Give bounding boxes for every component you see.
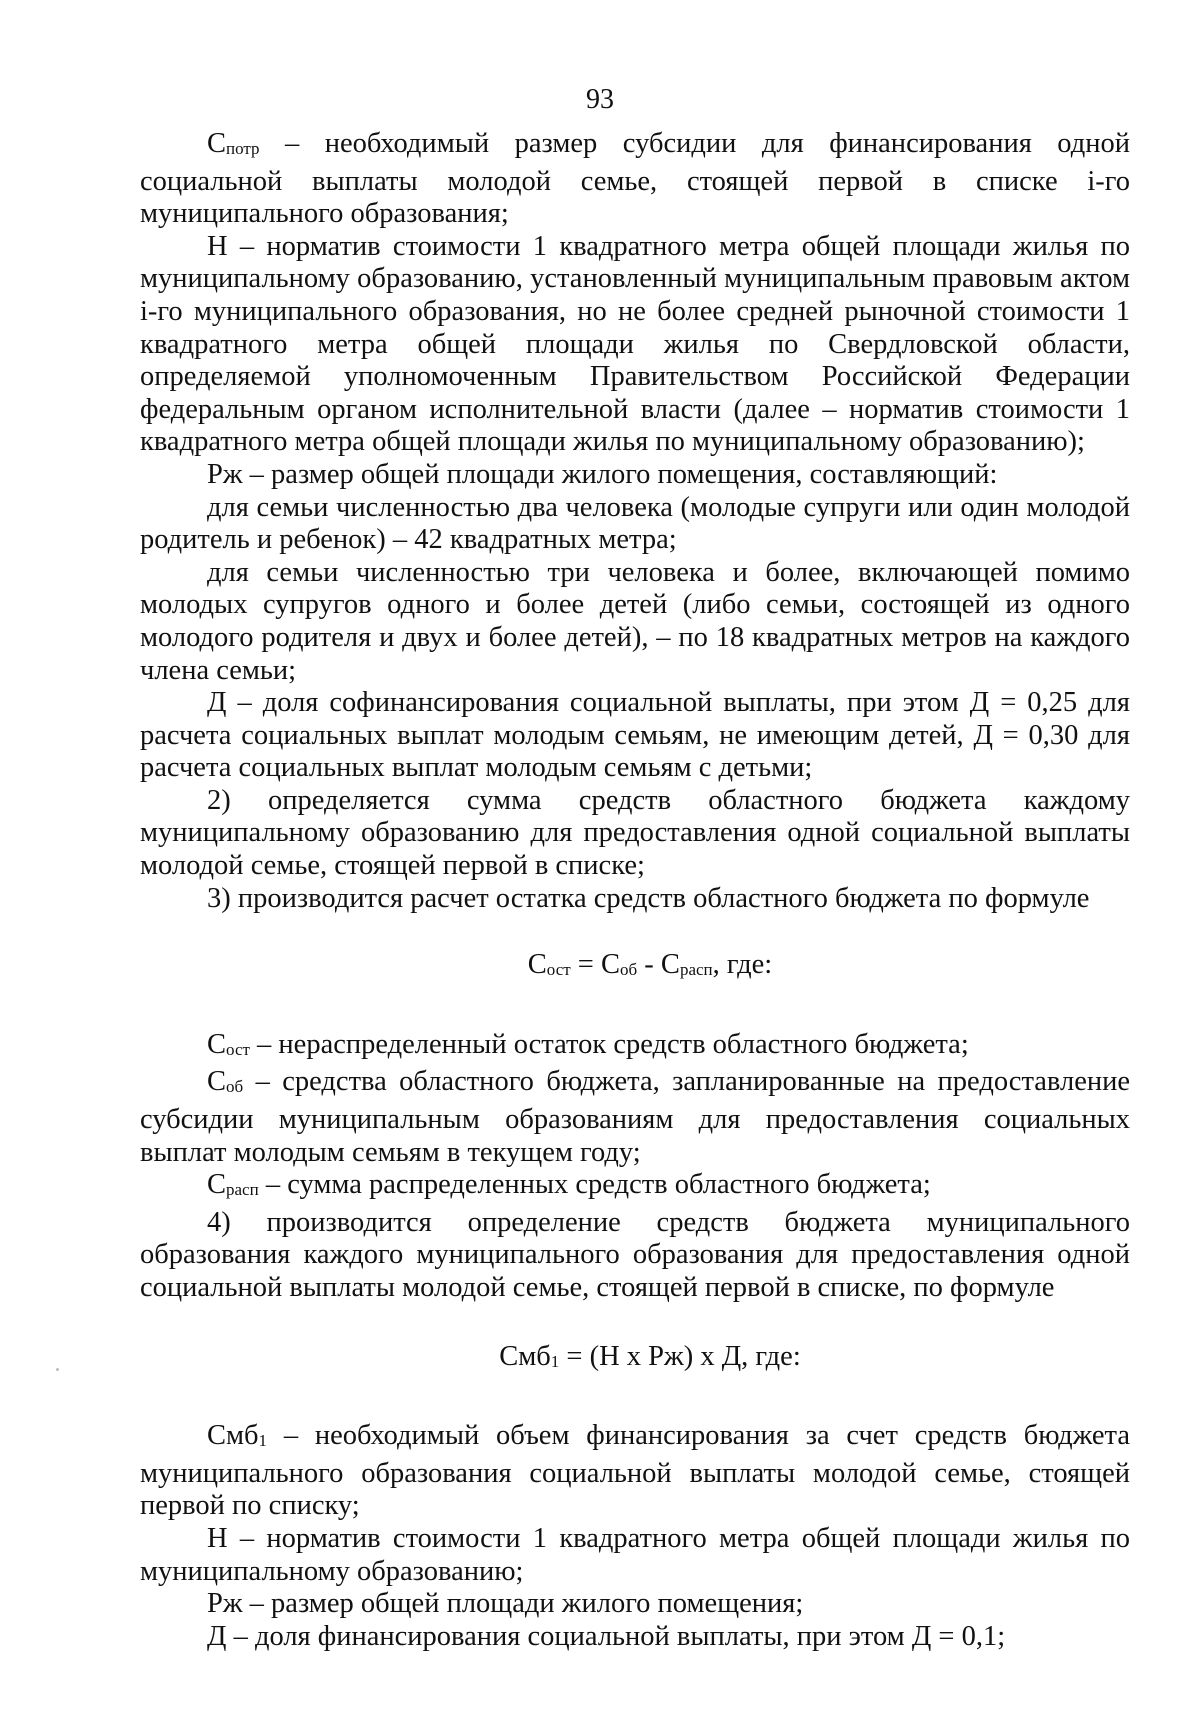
item-2: 2) определяется сумма средств областного бюджета каждому муниципальному образованию для предоставления одной социальной выплаты молодой семье, стоящей первой в списке; <box>140 784 1130 882</box>
definition-h-2: Н – норматив стоимости 1 квадратного метра общей площади жилья по муниципальному образованию; <box>140 1522 1130 1587</box>
definition-cob: $С_{об}$ – средства областного бюджета, запланированные на предоставление субсидии муниципальным образованиям для предоставления социальных выплат молодым семьям в текущем году; <box>140 1066 1130 1168</box>
definition-cmb: Смб$_1$ – необходимый объем финансирования за счет средств бюджета муниципального образования социальной выплаты молодой семье, стоящей первой по списку; <box>140 1420 1130 1522</box>
definition-d-2: Д – доля финансирования социальной выплаты, при этом Д = 0,1; <box>207 1620 1006 1652</box>
formula-remainder: $С_{ост} = С_{об} - С_{расп}$, где: <box>527 949 773 981</box>
formula-municipal-budget: Смб$_1$ = (Н х Рж) х Д, где: <box>499 1340 801 1372</box>
symbol-cpotr: $С_{потр}$ <box>207 128 260 159</box>
page-number: 93 <box>586 84 614 115</box>
family-two-persons: для семьи численностью два человека (молодые супруги или один молодой родитель и ребенок) – 42 квадратных метра; <box>140 491 1130 556</box>
definition-d: Д – доля софинансирования социальной выплаты, при этом Д = 0,25 для расчета социальных выплат молодым семьям, не имеющим детей, Д = 0,30 для расчета социальных выплат молодым семьям с детьми; <box>140 687 1130 784</box>
definition-cost: $С_{ост}$ – нераспределенный остаток средств областного бюджета; <box>207 1028 969 1060</box>
item-3: 3) производится расчет остатка средств областного бюджета по формуле <box>207 882 1090 914</box>
definition-h: Н – норматив стоимости 1 квадратного метра общей площади жилья по муниципальному образованию, установленный муниципальным правовым актом i-го муниципального образования, но не более средней рыночной стоимости 1 квадратного метра общей площади жилья по Свердловской области, определяемой уполномоченным Правительством Российской Федерации федеральным органом исполнительной власти (далее – норматив стоимости 1 квадратного метра общей площади жилья по муниципальному образованию); <box>140 230 1130 458</box>
definition-rzh-2: Рж – размер общей площади жилого помещения; <box>207 1588 804 1620</box>
definition-crasp: $С_{расп}$ – сумма распределенных средств областного бюджета; <box>207 1169 931 1201</box>
scan-speck <box>56 1368 59 1371</box>
definition-rzh: Рж – размер общей площади жилого помещения, составляющий: <box>207 458 998 490</box>
definition-cpotr: $С_{потр}$ – необходимый размер субсидии для финансирования одной социальной выплаты молодой семье, стоящей первой в списке i-го муниципального образования; <box>140 128 1130 230</box>
document-body <box>140 128 1130 1653</box>
item-4: 4) производится определение средств бюджета муниципального образования каждого муниципального образования для предоставления одной социальной выплаты молодой семье, стоящей первой в списке, по формуле <box>140 1206 1130 1303</box>
family-three-persons: для семьи численностью три человека и более, включающей помимо молодых супругов одного и более детей (либо семьи, состоящей из одного молодого родителя и двух и более детей), – по 18 квадратных метров на каждого члена семьи; <box>140 556 1130 686</box>
